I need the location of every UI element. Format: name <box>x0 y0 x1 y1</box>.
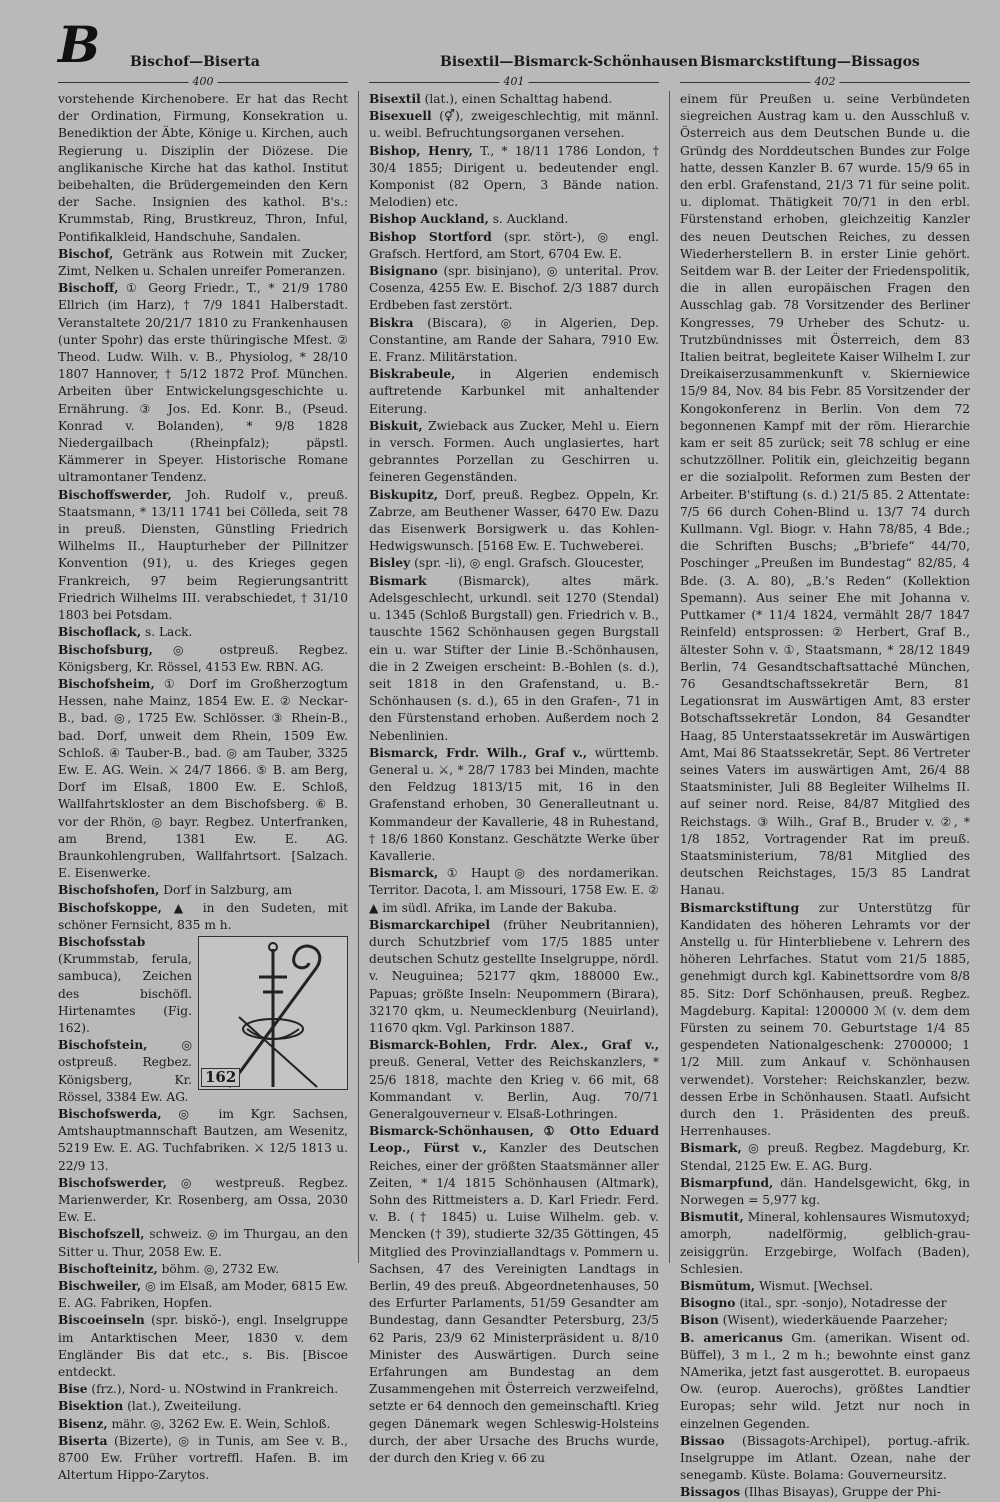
dictionary-entry: Bischofsstab (Krummstab, ferula, sambuca), Zeichen des bischöfl. Hirtenamtes (Fig. 162). <box>58 934 192 1035</box>
dictionary-entry: Bismarck, ① Haupt◎ des nordamerikan. Territor. Dacota, l. am Missouri, 1758 Ew. E. ② ▲ im südl. Afrika, im Lande der Bakuba. <box>369 866 660 915</box>
dictionary-entry: vorstehende Kirchenobere. Er hat das Recht der Ordination, Firmung, Konsekration u. Benediktion der Äbte, Könige u. Kirchen, auch Regierung u. Disziplin der Diözese. Die anglikanische Kirche hat das kathol. Institut beibehalten, die Brüdergemeinden den Kern der Sache. Insignien des kathol. B's.: Krummstab, Ring, Brustkreuz, Thron, Inful, Pontifikalkleid, Handschuhe, Sandalen. <box>58 92 348 244</box>
dictionary-entry: B. americanus Gm. (amerikan. Wisent od. Büffel), 3 m l., 2 m h.; bewohnte einst ganz NAmerika, jetzt fast ausgerottet. B. europaeus Ow. (europ. Auerochs), größtes Landtier Europas; sehr wild. Jetzt nur noch in einzelnen Gegenden. <box>680 1330 970 1431</box>
dictionary-entry: Bismark, ◎ preuß. Regbez. Magdeburg, Kr. Stendal, 2125 Ew. E. AG. Burg. <box>680 1141 970 1173</box>
dictionary-entry: Bischofszell, schweiz. ◎ im Thurgau, an den Sitter u. Thur, 2058 Ew. E. <box>58 1227 348 1259</box>
dictionary-entry: Bishop, Henry, T., * 18/11 1786 London, † 30/4 1855; Dirigent u. bedeutender engl. Komponist (82 Opern, 3 Bände nation. Melodien) etc. <box>369 143 659 210</box>
col1-page-number: 400 <box>189 75 218 89</box>
section-letter: B <box>58 15 101 74</box>
column-1 <box>58 91 349 1483</box>
dictionary-entry: Biscoeinseln (spr. biskŏ-), engl. Inselgruppe im Antarktischen Meer, 1830 v. dem Engländer Bis dat etc., s. Bis. [Biscoe entdeckt. <box>58 1313 348 1380</box>
dictionary-entry: Bischofstein, ◎ ostpreuß. Regbez. Königsberg, Kr. Rössel, 3384 Ew. AG. <box>58 1038 192 1104</box>
column-divider <box>669 91 670 1263</box>
col2-running-title: Bisextil—Bismarck-Schönhausen <box>440 54 698 70</box>
dictionary-entry: Bismarck, Frdr. Wilh., Graf v., württemb. General u. ⚔, * 28/7 1783 bei Minden, machte den Feldzug 1813/15 mit, 16 in den Grafenstand erhoben, 30 Generalleutnant u. Kommandeur der Kavallerie, 48 in Ruhestand, † 18/6 1860 Konstanz. Geschätzte Werke über Kavallerie. <box>369 745 659 863</box>
dictionary-entry: Bisektion (lat.), Zweiteilung. <box>58 1399 242 1414</box>
column-3 <box>680 91 971 1500</box>
dictionary-entry: Bischofsheim, ① Dorf im Großherzogtum Hessen, nahe Mainz, 1854 Ew. E. ② Neckar-B., bad. ◎, 1725 Ew. Schlösser. ③ Rhein-B., bad. Dorf, unweit dem Rhein, 1509 Ew. Schloß. ④ Tauber-B., bad. ◎ am Tauber, 3325 Ew. E. AG. Wein. ⚔ 24/7 1866. ⑤ B. am Berg, Dorf im Elsaß, 1800 Ew. E. Schloß, Wallfahrtskloster an dem Bischofsberg. ⑥ B. vor der Rhön, ◎ bayr. Regbez. Unterfranken, am Brend, 1381 Ew. E. AG. Braunkohlengruben, Wallfahrtsort. [Salzach. E. Eisenwerke. <box>58 676 348 881</box>
dictionary-entry: Bischofswerda, ◎ im Kgr. Sachsen, Amtshauptmannschaft Bautzen, am Wesenitz, 5219 Ew. E. AG. Tuchfabriken. ⚔ 12/5 1813 u. 22/9 13. <box>58 1106 348 1173</box>
figure-number: 162 <box>201 1068 240 1087</box>
col3-running-title: Bismarckstiftung—Bissagos <box>700 54 920 70</box>
dictionary-entry: Bischofteinitz, böhm. ◎, 2732 Ew. <box>58 1261 279 1276</box>
dictionary-entry: Bischof, Getränk aus Rotwein mit Zucker, Zimt, Nelken u. Schalen unreifer Pomeranzen. <box>58 246 348 279</box>
dictionary-entry: Biskuit, Zwieback aus Zucker, Mehl u. Eiern in versch. Formen. Auch unglasiertes, hart gebranntes Porzellan zu Geschirren u. feineren Gegenständen. <box>369 418 659 485</box>
dictionary-entry: Bison (Wisent), wiederkäuende Paarzeher; <box>680 1313 948 1328</box>
dictionary-entry: Bisextil (lat.), einen Schalttag habend. <box>369 92 613 106</box>
dictionary-entry: Bismarckstiftung zur Unterstützg für Kandidaten des höheren Lehramts vor der Anstellg u. für Hinterbliebene v. Lehrern des höheren Lehrfaches. Statut vom 21/5 1885, genehmigt durch kgl. Kabinettsordre vom 8/8 85. Sitz: Dorf Schönhausen, preuß. Regbez. Magdeburg. Kapital: 1200000 ℳ (v. dem dem Fürsten zu seinem 70. Geburtstage 1/4 85 gespendeten Nationalgeschenk: 2700000; 1 1/2 Mill. zum Ankauf v. Schönhausen verwendet). Vorsteher: Reichskanzler, bezw. dessen Erbe in Schönhausen. Staatl. Aufsicht durch den 1. Präsidenten des preuß. Herrenhauses. <box>680 900 971 1139</box>
dictionary-entry: Bise (frz.), Nord- u. NOstwind in Frankreich. <box>58 1382 339 1397</box>
column-2 <box>369 91 660 1466</box>
col2-page-number-row <box>369 75 659 89</box>
dictionary-entry: Bischofsburg, ◎ ostpreuß. Regbez. Königsberg, Kr. Rössel, 4153 Ew. RBN. AG. <box>58 642 349 674</box>
dictionary-entry: Bischoflack, s. Lack. <box>58 625 193 640</box>
dictionary-entry: Bismutit, Mineral, kohlensaures Wismutoxyd; amorph, nadelförmig, gelblich-grau-zeisiggrün. Erzgebirge, Wolfach (Baden), Schlesien. <box>680 1210 970 1276</box>
dictionary-entry: Bishop Auckland, s. Auckland. <box>369 212 569 227</box>
dictionary-entry: Bishop Stortford (spr. stört-), ◎ engl. Grafsch. Hertford, am Stort, 6704 Ew. E. <box>369 229 660 261</box>
dictionary-entry: Bisignano (spr. bisinjano), ◎ unterital. Prov. Cosenza, 4255 Ew. E. Bischof. 2/3 1887 durch Erdbeben fast zerstört. <box>369 264 659 313</box>
dictionary-entry: Bischoffswerder, Joh. Rudolf v., preuß. Staatsmann, * 13/11 1741 bei Cölleda, seit 78 in preuß. Diensten, Günstling Friedrich Wilhelms II., Haupturheber der Pillnitzer Konvention (91), u. des Krieges gegen Frankreich, 97 beim Regierungsantritt Friedrich Wilhelms III. verabschiedet, † 31/10 1803 bei Potsdam. <box>58 487 348 623</box>
dictionary-entry: Bisley (spr. -li), ◎ engl. Grafsch. Gloucester, <box>369 556 645 571</box>
dictionary-entry: Biskrabeule, in Algerien endemisch auftretende Karbunkel mit anhaltender Eiterung. <box>369 367 659 416</box>
dictionary-entry: einem für Preußen u. seine Verbündeten siegreichen Austrag kam u. den Ausschluß v. Österreich aus dem Deutschen Bunde u. die Gründg des Norddeutschen Bundes zur Folge hatte, dessen Kanzler B. 67 wurde. 15/9 65 in den erbl. Grafenstand, 21/3 71 für seine polit. u. diplomat. Thätigkeit 70/71 in den erbl. Fürstenstand erhoben, gleichzeitig Kanzler des neuen Deutschen Reiches, zu dessen Wiederherstellern B. in erster Linie gehört. Seitdem war B. der Leiter der Friedenspolitik, die in allen europäischen Fragen den Ausschlag gab. 78 Vorsitzender des Berliner Kongresses, 79 Urheber des Schutz- u. Trutzbündnisses mit Österreich, dem 83 Italien beitrat, begleitete Kaiser Wilhelm I. zur Dreikaiserzusammenkunft v. Skierniewice 15/9 84, Nov. 84 bis Febr. 85 Vorsitzender der Kongokonferenz in Berlin. Von dem 72 begonnenen Kampf mit der röm. Hierarchie kam er seit 85 zurück; seit 78 schlug er eine schutzzöllner. Politik ein, gleichzeitig begann er die sozialpolit. Reformen zum Besten der Arbeiter. B'stiftung (s. d.) 21/5 85. 2 Attentate: 7/5 66 durch Cohen-Blind u. 13/7 74 durch Kullmann. Vgl. Biogr. v. Hahn 78/85, 4 Bde.; die Schriften Buschs; „B'briefe“ 44/70, Poschinger „Preußen im Bundestag“ 82/85, 4 Bde. (3. A. 80), „B.'s Reden“ (Kollektion Spemann). Aus seiner Ehe mit Johanna v. Puttkamer (* 11/4 1824, vermählt 28/7 1847 Reinfeld) entsprossen: ② Herbert, Graf B., ältester Sohn v. ①, Staatsmann, * 28/12 1849 Berlin, 74 Gesandtschaftsattaché München, 76 Gesandtschaftssekretär Bern, 81 Legationsrat im Auswärtigen Amt, 83 erster Botschaftssekretär London, 84 Gesandter Haag, 85 Unterstaatssekretär im Auswärtigen Amt, Mai 86 Staatssekretär, Sept. 86 Vertreter seines Vaters im auswärtigen Amt, 26/4 88 Staatsminister, Juli 88 Begleiter Wilhelms II. auf seiner nord. Reise, 84/87 Mitglied des Reichstags. ③ Wilh., Graf B., Bruder v. ②, * 1/8 1852, Vortragender Rat im preuß. Staatsministerium, 78/81 Mitglied des deutschen Reichstages, 15/3 85 Landrat Hanau. <box>680 92 970 898</box>
dictionary-entry: Biskra (Biscara), ◎ in Algerien, Dep. Constantine, am Rande der Sahara, 7910 Ew. E. Franz. Militärstation. <box>369 315 659 365</box>
dictionary-entry: Bissao (Bissagots-Archipel), portug.-afrik. Inselgruppe im Atlant. Ozean, nahe der senegamb. Küste. Bolama: Gouverneursitz. <box>680 1433 970 1483</box>
dictionary-entry: Bismarck-Bohlen, Frdr. Alex., Graf v., preuß. General, Vetter des Reichskanzlers, * 25/6 1818, machte den Krieg v. 66 mit, 68 Kommandant v. Berlin, Aug. 70/71 Generalgouverneur v. Elsaß-Lothringen. <box>369 1038 659 1121</box>
dictionary-entry: Bischweiler, ◎ im Elsaß, am Moder, 6815 Ew. E. AG. Fabriken, Hopfen. <box>58 1279 349 1311</box>
dictionary-entry: Bismŭtum, Wismut. [Wechsel. <box>680 1279 873 1294</box>
column-divider <box>358 91 359 1263</box>
dictionary-entry: Bischofshofen, Dorf in Salzburg, am <box>58 883 293 898</box>
crozier-figure <box>198 936 348 1090</box>
bishops-crozier-icon <box>199 937 347 1089</box>
col1-page-number-row <box>58 75 348 89</box>
col3-page-number: 402 <box>811 75 840 89</box>
dictionary-entry: Bismarpfund, dän. Handelsgewicht, 6kg, in Norwegen = 5,977 kg. <box>680 1175 970 1207</box>
dictionary-entry: Bisenz, mähr. ◎, 3262 Ew. E. Wein, Schloß. <box>58 1416 331 1431</box>
dictionary-entry: Bischofswerder, ◎ westpreuß. Regbez. Marienwerder, Kr. Rosenberg, am Ossa, 2030 Ew. E. <box>58 1175 349 1225</box>
col2-page-number: 401 <box>500 75 529 89</box>
dictionary-entry: Biskupitz, Dorf, preuß. Regbez. Oppeln, Kr. Zabrze, am Beuthener Wasser, 6470 Ew. Dazu das Eisenwerk Borsigwerk u. das Kohlen-Hedwigswunsch. [5168 Ew. E. Tuchweberei. <box>369 487 659 554</box>
dictionary-entry: Biserta (Bizerte), ◎ in Tunis, am See v. B., 8700 Ew. Früher vortreffl. Hafen. B. im Altertum Hippo-Zarytos. <box>58 1433 348 1483</box>
dictionary-entry: Bischofskoppe, ▲ in den Sudeten, mit schöner Fernsicht, 835 m h. <box>58 900 348 932</box>
dictionary-entry: Bisexuell (⚥), zweigeschlechtig, mit männl. u. weibl. Befruchtungsorganen versehen. <box>369 109 659 141</box>
dictionary-entry: Bismark (Bismarck), altes märk. Adelsgeschlecht, urkundl. seit 1270 (Stendal) u. 1345 (Schloß Burgstall) gen. Friedrich v. B., tauschte 1562 Schönhausen gegen Burgstall ein u. war Stifter der Linie B.-Schönhausen, die in 2 Zweigen erscheint: B.-Bohlen (s. d.), seit 1818 in den Grafenstand, u. B.-Schönhausen (s. d.), 65 in den Grafen-, 71 in den Fürstenstand erhoben. Außerdem noch 2 Nebenlinien. <box>369 573 659 743</box>
col3-page-number-row <box>680 75 970 89</box>
dictionary-entry: Bissagos (Ilhas Bisayas), Gruppe der Phi- <box>680 1485 941 1500</box>
dictionary-entry: Bisogno (ital., spr. -sonjo), Notadresse der <box>680 1296 947 1311</box>
dictionary-entry: Bismarck-Schönhausen, ① Otto Eduard Leop., Fürst v., Kanzler des Deutschen Reiches, einer der größten Staatsmänner aller Zeiten, * 1/4 1815 Schönhausen (Altmark), Sohn des Rittmeisters a. D. Karl Friedr. Ferd. v. B. († 1845) u. Luise Wilhelm. geb. v. Mencken († 39), studierte 32/35 Göttingen, 45 Mitglied des Provinziallandtags v. Pommern u. Sachsen, 47 des Vereinigten Landtags in Berlin, 49 des preuß. Abgeordnetenhauses, 50 des Erfurter Parlaments, 51/59 Gesandter am Bundestag, dann Gesandter Petersburg, 23/5 62 Paris, 23/9 62 Ministerpräsident u. 8/10 Minister des Auswärtigen. Durch seine Erfahrungen am Bundestag an dem Zusammengehen mit Österreich verzweifelnd, setzte er 64 dennoch den gemeinschaftl. Krieg gegen Dänemark wegen Schleswig-Holsteins durch, der aber Ursache des Bruchs wurde, der durch den Krieg v. 66 zu <box>369 1124 660 1466</box>
col1-running-title: Bischof—Biserta <box>130 54 260 70</box>
dictionary-entry: Bischoff, ① Georg Friedr., T., * 21/9 1780 Ellrich (im Harz), † 7/9 1841 Halberstadt. Veranstaltete 20/21/7 1810 zu Frankenhausen (unter Spohr) das erste thüringische Mfest. ② Theod. Ludw. Wilh. v. B., Physiolog, * 28/10 1807 Hannover, † 5/12 1872 Prof. München. Arbeiten über Entwickelungsgeschichte u. Ernährung. ③ Jos. Ed. Konr. B., (Pseud. Konrad v. Bolanden), * 9/8 1828 Niedergailbach (Rheinpfalz); päpstl. Kämmerer in Speyer. Historische Romane ultramontaner Tendenz. <box>58 281 348 485</box>
dictionary-entry: Bismarckarchipel (früher Neubritannien), durch Schutzbrief vom 17/5 1885 unter deutschen Schutz gestellte Inselgruppe, nördl. v. Neuguinea; 52177 qkm, 188000 Ew., Papuas; größte Inseln: Neupommern (Birara), 32170 qkm, u. Neumecklenburg (Neuirland), 11670 qkm. Vgl. Parkinson 1887. <box>369 917 660 1035</box>
